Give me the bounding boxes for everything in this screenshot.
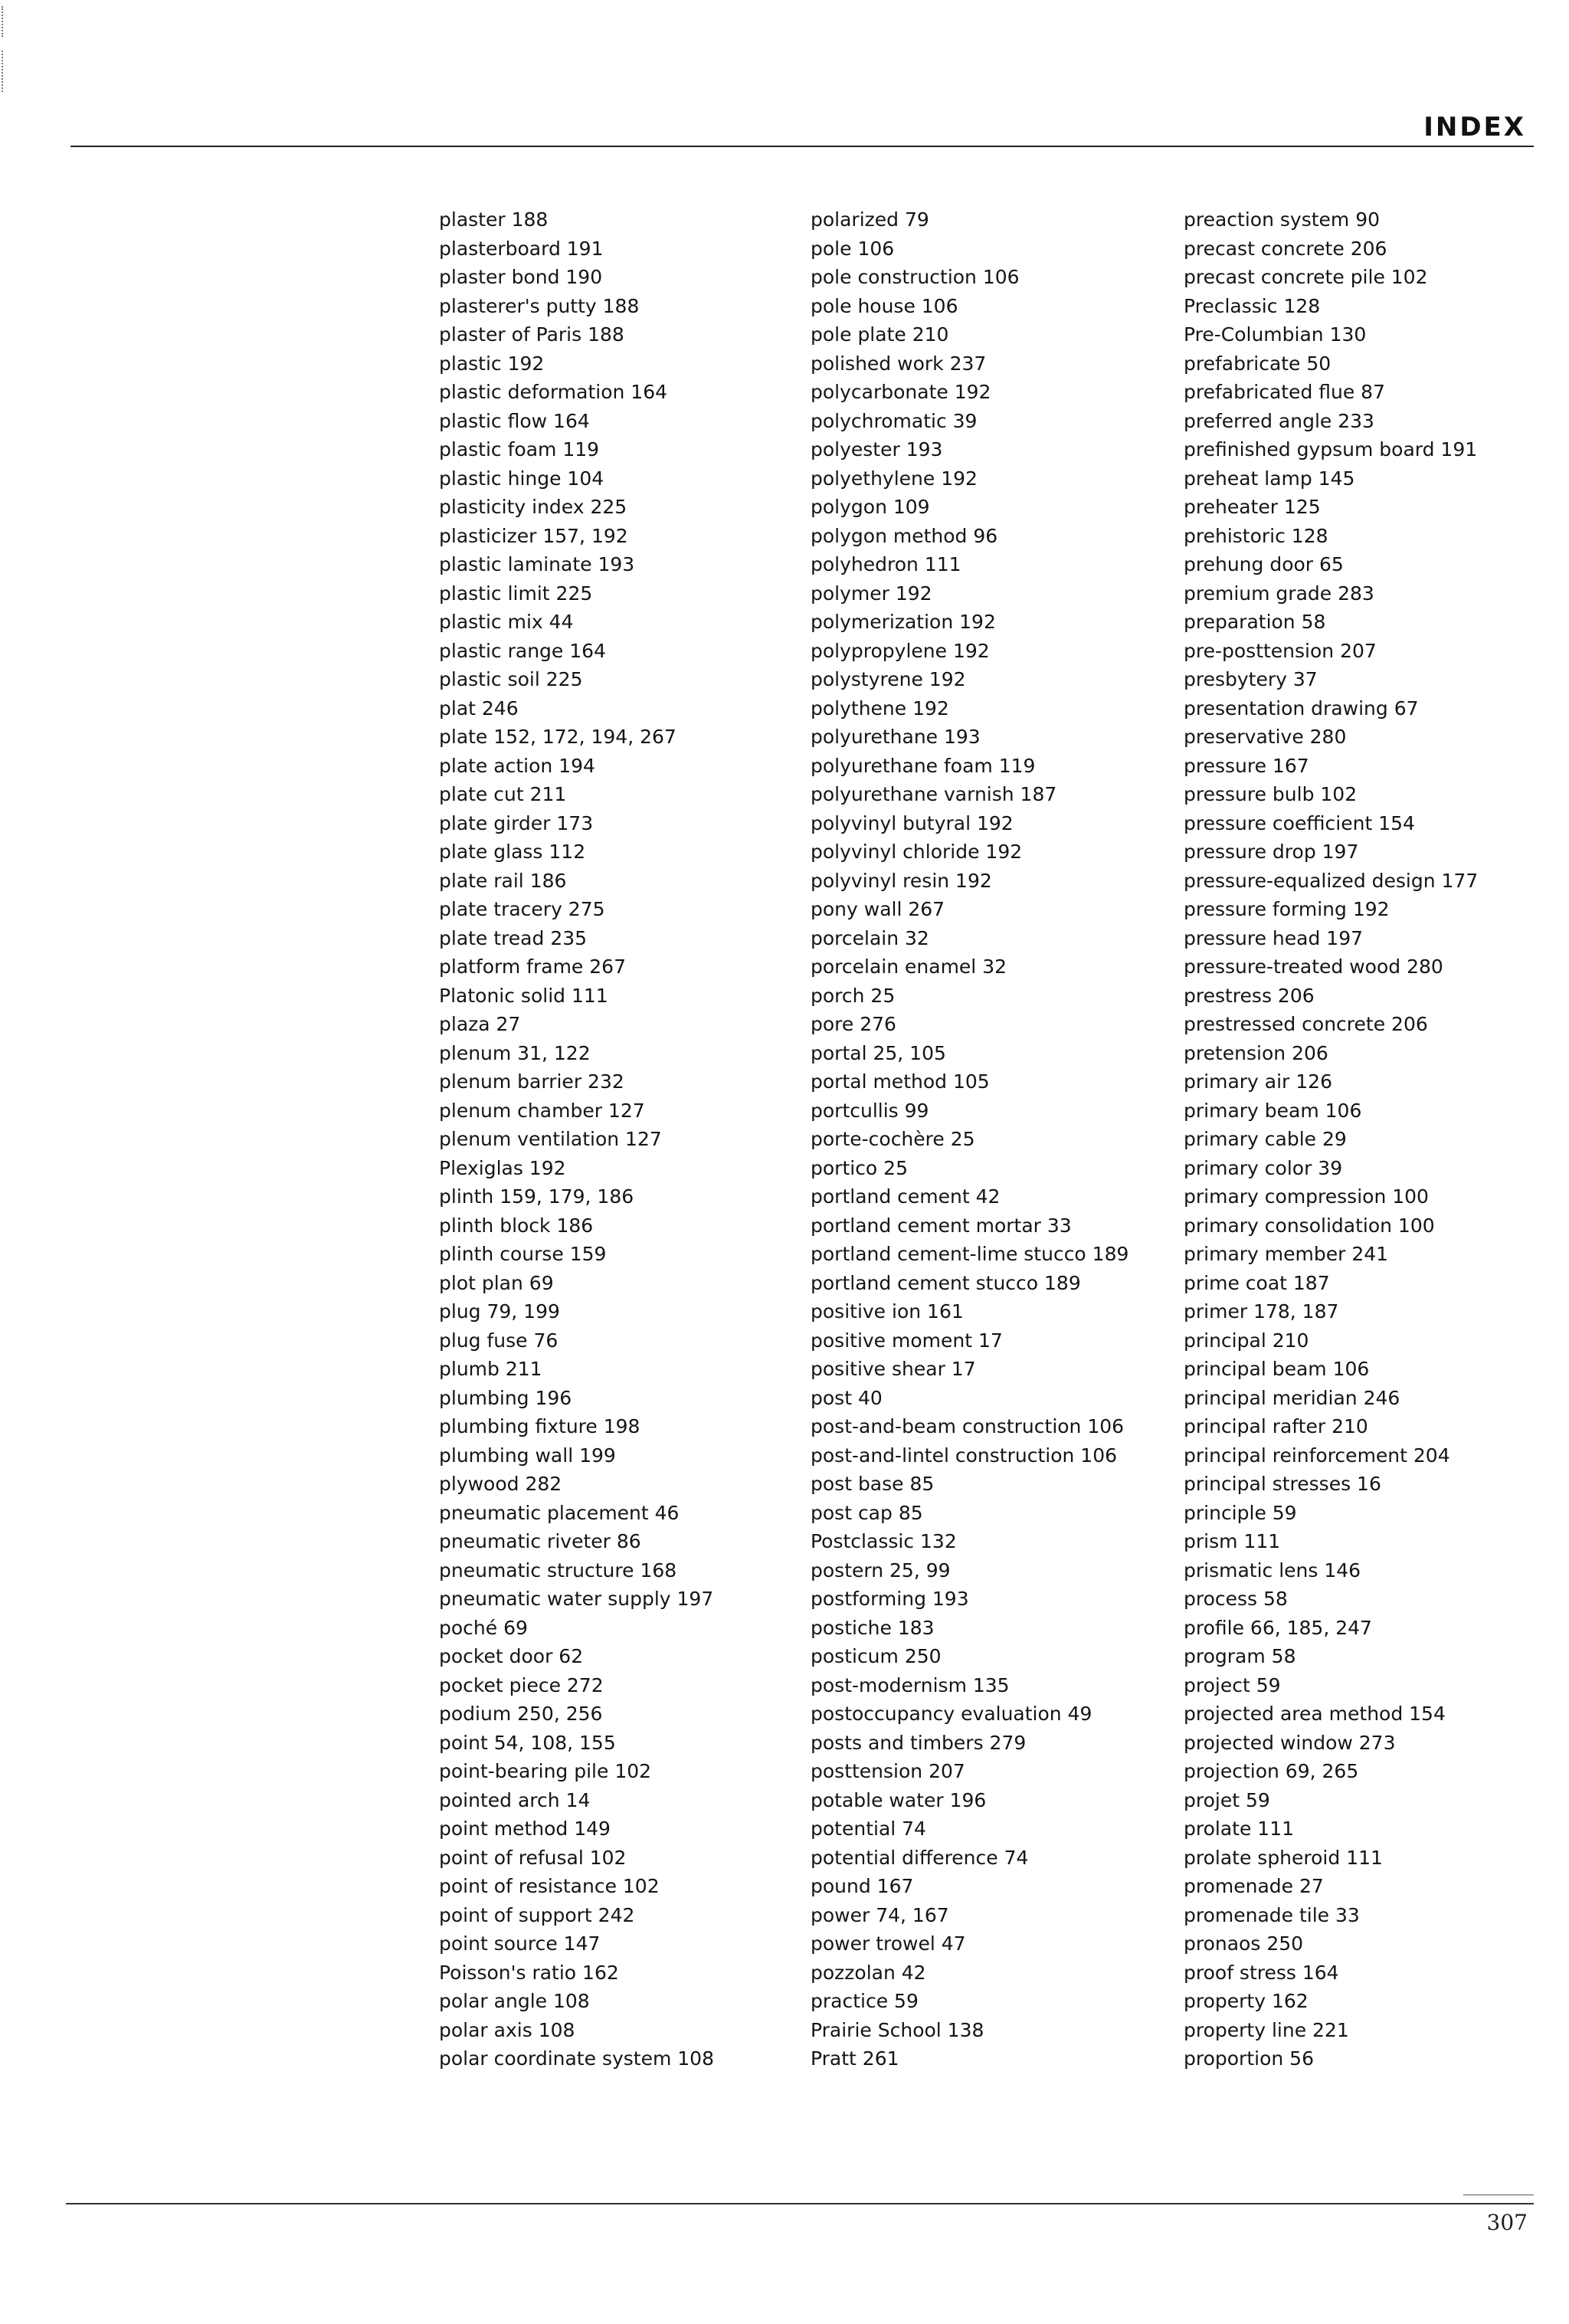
index-entry: polyvinyl butyral 192 (811, 811, 1014, 834)
index-entry: postern 25, 99 (811, 1559, 951, 1582)
index-entry: postforming 193 (811, 1588, 969, 1610)
index-entry: principal stresses 16 (1184, 1473, 1381, 1495)
index-entry: pronaos 250 (1184, 1932, 1304, 1955)
index-entry: point source 147 (439, 1932, 601, 1955)
index-entry: pony wall 267 (811, 898, 945, 920)
index-entry: power 74, 167 (811, 1903, 949, 1926)
header-rule (70, 146, 1534, 147)
index-entry: primer 178, 187 (1184, 1300, 1339, 1323)
index-entry: pressure coefficient 154 (1184, 811, 1415, 834)
index-entry: projet 59 (1184, 1788, 1270, 1811)
index-entry: posts and timbers 279 (811, 1731, 1027, 1754)
index-entry: portland cement mortar 33 (811, 1214, 1072, 1237)
index-entry: plastic laminate 193 (439, 553, 635, 575)
index-entry: portland cement-lime stucco 189 (811, 1243, 1129, 1265)
index-entry: plate action 194 (439, 754, 595, 777)
index-entry: polyurethane varnish 187 (811, 783, 1057, 805)
index-entry: profile 66, 185, 247 (1184, 1616, 1372, 1639)
index-entry: principal meridian 246 (1184, 1386, 1400, 1409)
index-entry: polygon method 96 (811, 524, 998, 547)
index-entry: preheater 125 (1184, 496, 1321, 518)
index-entry: polyester 193 (811, 438, 943, 461)
scan-margin-mark (2, 51, 3, 92)
index-entry: pressure head 197 (1184, 926, 1364, 949)
index-entry: proportion 56 (1184, 2047, 1314, 2070)
index-column-2 (811, 205, 1240, 2073)
index-entry: plastic limit 225 (439, 582, 593, 605)
index-entry: prefabricate 50 (1184, 352, 1332, 375)
index-entry: pressure drop 197 (1184, 841, 1359, 863)
index-entry: polar axis 108 (439, 2018, 575, 2041)
index-entry: polymer 192 (811, 582, 932, 605)
index-entry: project 59 (1184, 1673, 1281, 1696)
index-entry: plastic deformation 164 (439, 381, 668, 403)
running-header-title: INDEX (1423, 112, 1526, 143)
index-entry: primary air 126 (1184, 1070, 1332, 1093)
index-entry: pressure 167 (1184, 754, 1309, 777)
index-entry: plenum chamber 127 (439, 1099, 645, 1122)
index-entry: post-and-lintel construction 106 (811, 1444, 1118, 1467)
index-entry: post-and-beam construction 106 (811, 1415, 1125, 1437)
index-entry: polyurethane 193 (811, 726, 981, 748)
index-entry: plate cut 211 (439, 783, 567, 805)
index-entry: plumbing fixture 198 (439, 1415, 640, 1437)
index-entry: plug fuse 76 (439, 1329, 558, 1352)
index-entry: Postclassic 132 (811, 1530, 957, 1552)
index-entry: primary compression 100 (1184, 1185, 1429, 1208)
index-entry: plate rail 186 (439, 869, 567, 892)
index-entry: pneumatic water supply 197 (439, 1588, 714, 1610)
index-entry: post base 85 (811, 1473, 935, 1495)
index-entry: plug 79, 199 (439, 1300, 560, 1323)
index-column-1 (439, 205, 868, 2073)
index-entry: posticum 250 (811, 1645, 942, 1667)
index-entry: principal rafter 210 (1184, 1415, 1368, 1437)
index-entry: primary member 241 (1184, 1243, 1389, 1265)
index-entry: pocket door 62 (439, 1645, 584, 1667)
index-entry: presentation drawing 67 (1184, 697, 1419, 719)
index-entry: potential 74 (811, 1818, 926, 1840)
index-entry: plastic soil 225 (439, 668, 583, 690)
index-entry: polycarbonate 192 (811, 381, 991, 403)
index-entry: polypropylene 192 (811, 639, 990, 662)
index-entry: primary beam 106 (1184, 1099, 1362, 1122)
index-entry: plaster of Paris 188 (439, 323, 624, 346)
index-entry: plate glass 112 (439, 841, 586, 863)
index-entry: polar coordinate system 108 (439, 2047, 714, 2070)
index-entry: proof stress 164 (1184, 1961, 1339, 1984)
index-entry: posttension 207 (811, 1760, 965, 1782)
index-entry: plate girder 173 (439, 811, 594, 834)
index-entry: prefabricated flue 87 (1184, 381, 1385, 403)
index-entry: plastic flow 164 (439, 409, 590, 432)
index-entry: plastic mix 44 (439, 611, 574, 633)
index-entry: pole plate 210 (811, 323, 949, 346)
index-entry: pore 276 (811, 1013, 896, 1035)
index-entry: plate 152, 172, 194, 267 (439, 726, 676, 748)
index-entry: Pratt 261 (811, 2047, 899, 2070)
index-entry: post-modernism 135 (811, 1673, 1010, 1696)
index-entry: porte-cochère 25 (811, 1128, 975, 1150)
index-entry: pneumatic placement 46 (439, 1501, 680, 1524)
index-entry: Preclassic 128 (1184, 294, 1321, 317)
index-entry: pressure-treated wood 280 (1184, 955, 1443, 978)
index-entry: plasticity index 225 (439, 496, 627, 518)
index-entry: prismatic lens 146 (1184, 1559, 1361, 1582)
index-entry: primary cable 29 (1184, 1128, 1347, 1150)
index-entry: polyethylene 192 (811, 467, 978, 490)
index-entry: prestress 206 (1184, 984, 1315, 1007)
page-number: 307 (1486, 2210, 1528, 2235)
index-entry: plaza 27 (439, 1013, 521, 1035)
index-entry: practice 59 (811, 1990, 919, 2012)
index-entry: pressure-equalized design 177 (1184, 869, 1479, 892)
index-entry: prism 111 (1184, 1530, 1281, 1552)
index-entry: point of resistance 102 (439, 1875, 660, 1897)
index-column-3 (1184, 205, 1569, 2073)
index-entry: porcelain enamel 32 (811, 955, 1007, 978)
index-entry: pound 167 (811, 1875, 914, 1897)
index-entry: prehistoric 128 (1184, 524, 1328, 547)
index-entry: portcullis 99 (811, 1099, 929, 1122)
index-entry: post cap 85 (811, 1501, 923, 1524)
index-entry: plastic foam 119 (439, 438, 600, 461)
index-entry: pneumatic structure 168 (439, 1559, 677, 1582)
index-entry: polygon 109 (811, 496, 930, 518)
index-entry: plinth block 186 (439, 1214, 594, 1237)
index-entry: plat 246 (439, 697, 519, 719)
index-entry: polyurethane foam 119 (811, 754, 1036, 777)
index-entry: polystyrene 192 (811, 668, 966, 690)
index-entry: promenade tile 33 (1184, 1903, 1360, 1926)
index-entry: Plexiglas 192 (439, 1156, 566, 1179)
index-entry: plenum ventilation 127 (439, 1128, 662, 1150)
index-entry: potential difference 74 (811, 1846, 1029, 1869)
index-entry: porcelain 32 (811, 926, 929, 949)
index-entry: portal 25, 105 (811, 1041, 946, 1064)
index-entry: property 162 (1184, 1990, 1309, 2012)
index-entry: process 58 (1184, 1588, 1288, 1610)
index-entry: poché 69 (439, 1616, 528, 1639)
index-entry: plasterboard 191 (439, 237, 604, 260)
index-entry: preferred angle 233 (1184, 409, 1374, 432)
index-entry: preaction system 90 (1184, 208, 1381, 231)
index-entry: pole 106 (811, 237, 895, 260)
index-entry: pocket piece 272 (439, 1673, 604, 1696)
index-entry: plastic range 164 (439, 639, 606, 662)
index-entry: prestressed concrete 206 (1184, 1013, 1428, 1035)
index-entry: principle 59 (1184, 1501, 1297, 1524)
index-entry: primary consolidation 100 (1184, 1214, 1435, 1237)
index-entry: Prairie School 138 (811, 2018, 984, 2041)
index-entry: principal 210 (1184, 1329, 1309, 1352)
index-entry: pneumatic riveter 86 (439, 1530, 641, 1552)
index-entry: plenum barrier 232 (439, 1070, 624, 1093)
index-entry: plumbing 196 (439, 1386, 572, 1409)
index-entry: pozzolan 42 (811, 1961, 926, 1984)
index-entry: plot plan 69 (439, 1271, 554, 1294)
index-entry: projected area method 154 (1184, 1703, 1446, 1725)
index-entry: presbytery 37 (1184, 668, 1318, 690)
index-entry: positive moment 17 (811, 1329, 1003, 1352)
index-entry: projected window 273 (1184, 1731, 1396, 1754)
index-entry: plinth 159, 179, 186 (439, 1185, 634, 1208)
index-entry: plastic 192 (439, 352, 545, 375)
index-entry: plate tracery 275 (439, 898, 605, 920)
index-entry: polarized 79 (811, 208, 929, 231)
index-entry: polychromatic 39 (811, 409, 978, 432)
index-entry: polythene 192 (811, 697, 949, 719)
index-entry: plastic hinge 104 (439, 467, 604, 490)
index-entry: polymerization 192 (811, 611, 996, 633)
index-entry: property line 221 (1184, 2018, 1349, 2041)
index-entry: Platonic solid 111 (439, 984, 608, 1007)
index-entry: program 58 (1184, 1645, 1296, 1667)
index-entry: plasticizer 157, 192 (439, 524, 628, 547)
index-entry: point-bearing pile 102 (439, 1760, 652, 1782)
index-entry: plasterer's putty 188 (439, 294, 640, 317)
index-entry: point of refusal 102 (439, 1846, 627, 1869)
index-entry: potable water 196 (811, 1788, 987, 1811)
index-entry: projection 69, 265 (1184, 1760, 1359, 1782)
footer-rule (66, 2203, 1534, 2204)
index-entry: polished work 237 (811, 352, 987, 375)
index-entry: portico 25 (811, 1156, 908, 1179)
index-entry: pole construction 106 (811, 266, 1020, 288)
index-entry: plaster 188 (439, 208, 549, 231)
index-entry: principal reinforcement 204 (1184, 1444, 1450, 1467)
index-entry: pointed arch 14 (439, 1788, 591, 1811)
index-entry: precast concrete 206 (1184, 237, 1387, 260)
index-entry: polyvinyl chloride 192 (811, 841, 1023, 863)
index-entry: plenum 31, 122 (439, 1041, 591, 1064)
index-entry: premium grade 283 (1184, 582, 1374, 605)
index-entry: plinth course 159 (439, 1243, 607, 1265)
index-entry: prolate spheroid 111 (1184, 1846, 1383, 1869)
index-entry: portal method 105 (811, 1070, 990, 1093)
index-entry: primary color 39 (1184, 1156, 1343, 1179)
index-entry: postiche 183 (811, 1616, 935, 1639)
index-entry: prehung door 65 (1184, 553, 1344, 575)
index-entry: pressure bulb 102 (1184, 783, 1358, 805)
index-entry: porch 25 (811, 984, 896, 1007)
index-entry: power trowel 47 (811, 1932, 966, 1955)
index-entry: portland cement stucco 189 (811, 1271, 1081, 1294)
index-entry: portland cement 42 (811, 1185, 1001, 1208)
index-entry: polar angle 108 (439, 1990, 590, 2012)
index-entry: point of support 242 (439, 1903, 635, 1926)
index-entry: preheat lamp 145 (1184, 467, 1355, 490)
index-entry: point method 149 (439, 1818, 611, 1840)
index-entry: prolate 111 (1184, 1818, 1295, 1840)
index-entry: precast concrete pile 102 (1184, 266, 1428, 288)
scan-margin-mark (2, 6, 3, 37)
index-entry: polyhedron 111 (811, 553, 961, 575)
index-entry: pretension 206 (1184, 1041, 1328, 1064)
index-entry: postoccupancy evaluation 49 (811, 1703, 1092, 1725)
index-entry: prime coat 187 (1184, 1271, 1330, 1294)
index-entry: podium 250, 256 (439, 1703, 603, 1725)
index-entry: pressure forming 192 (1184, 898, 1390, 920)
index-entry: Poisson's ratio 162 (439, 1961, 619, 1984)
index-entry: positive ion 161 (811, 1300, 964, 1323)
index-entry: pre-posttension 207 (1184, 639, 1377, 662)
index-entry: plumbing wall 199 (439, 1444, 616, 1467)
index-entry: point 54, 108, 155 (439, 1731, 616, 1754)
index-entry: pole house 106 (811, 294, 958, 317)
index-entry: plate tread 235 (439, 926, 588, 949)
index-entry: positive shear 17 (811, 1358, 976, 1380)
index-entry: promenade 27 (1184, 1875, 1324, 1897)
index-entry: Pre-Columbian 130 (1184, 323, 1367, 346)
index-entry: preservative 280 (1184, 726, 1347, 748)
index-entry: post 40 (811, 1386, 883, 1409)
index-entry: plaster bond 190 (439, 266, 603, 288)
index-entry: preparation 58 (1184, 611, 1326, 633)
index-entry: polyvinyl resin 192 (811, 869, 992, 892)
index-entry: principal beam 106 (1184, 1358, 1370, 1380)
index-entry: prefinished gypsum board 191 (1184, 438, 1478, 461)
index-entry: plywood 282 (439, 1473, 562, 1495)
index-entry: plumb 211 (439, 1358, 542, 1380)
index-entry: platform frame 267 (439, 955, 626, 978)
